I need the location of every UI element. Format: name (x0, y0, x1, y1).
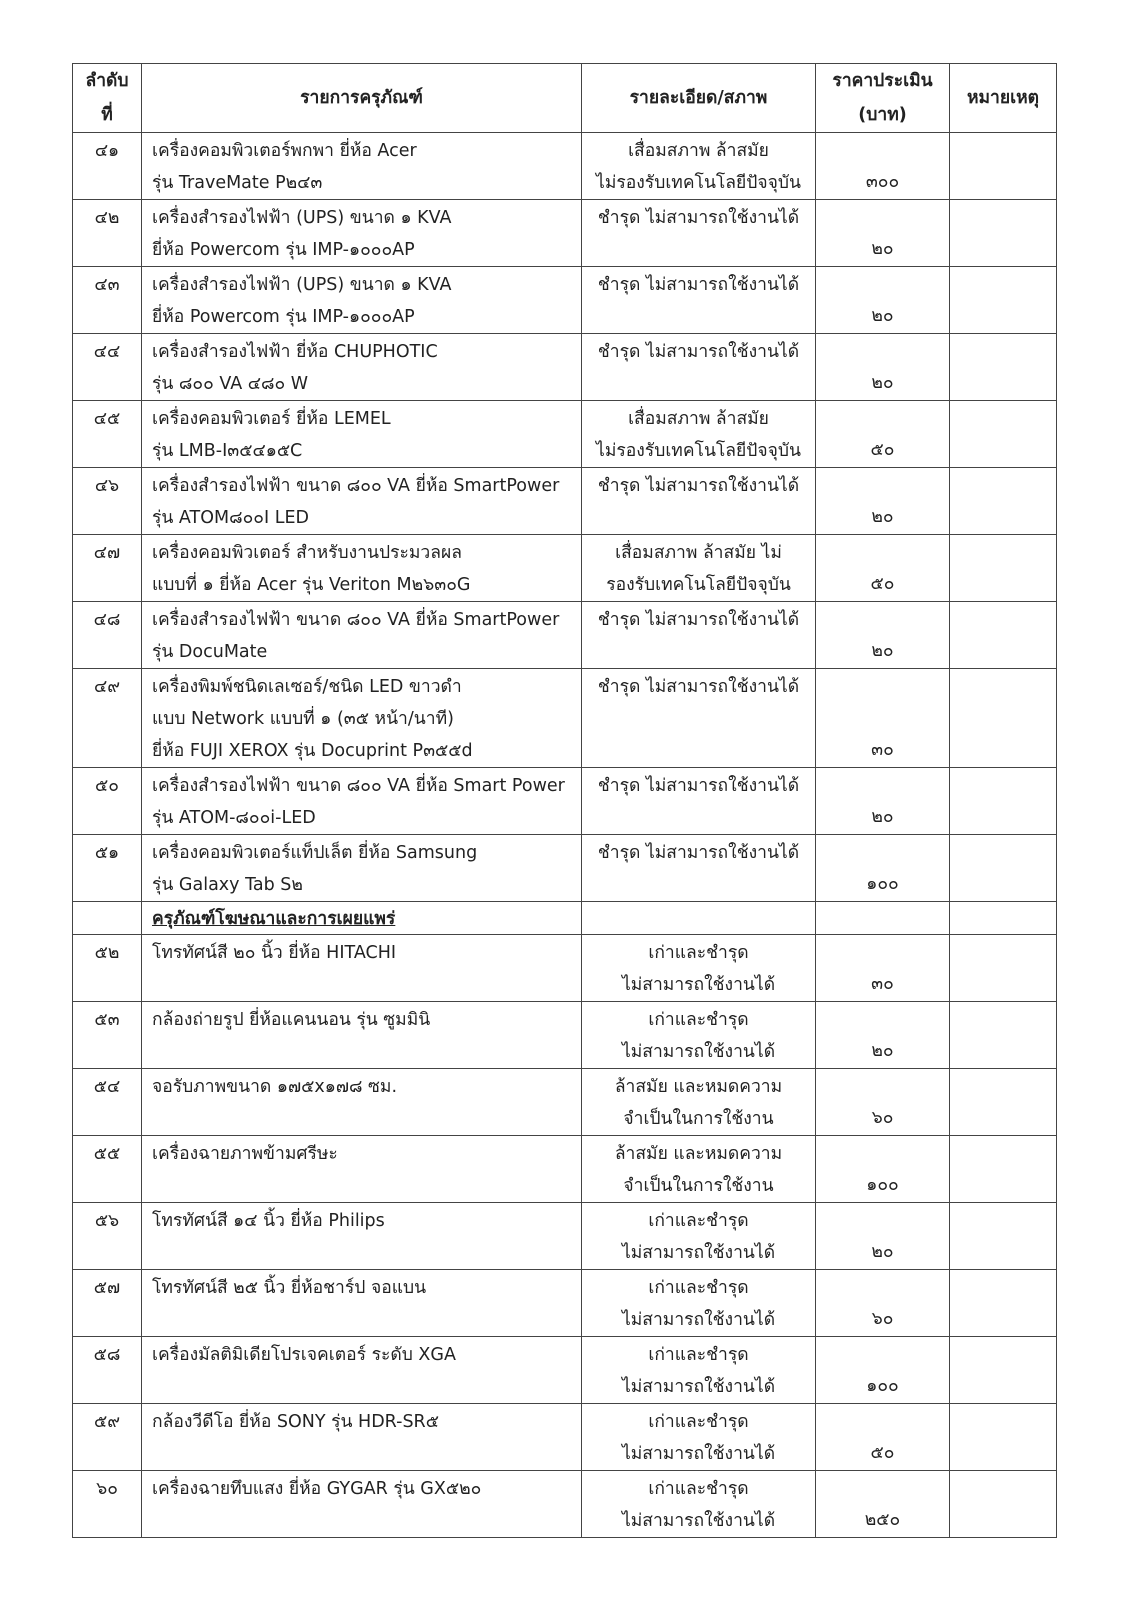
row-number: ๔๓ (73, 267, 142, 334)
condition-line: จำเป็นในการใช้งาน (623, 1176, 774, 1196)
remark-cell (950, 334, 1057, 401)
table-row (73, 1136, 1057, 1203)
header-remark: หมายเหตุ (950, 64, 1057, 133)
row-number: ๕๑ (73, 835, 142, 902)
condition-line: ชำรุด ไม่สามารถใช้งานได้ (597, 275, 800, 295)
condition-line: จำเป็นในการใช้งาน (623, 1109, 774, 1129)
item-line: เครื่องคอมพิวเตอร์ สำหรับงานประมวลผล (152, 543, 462, 563)
row-number: ๔๙ (73, 669, 142, 768)
condition-line: เก่าและชำรุด (648, 1211, 749, 1231)
row-number: ๕๒ (73, 935, 142, 1002)
item-line: ยี่ห้อ Powercom รุ่น IMP-๑๐๐๐AP (152, 240, 415, 260)
remark-cell (950, 935, 1057, 1002)
item-condition (582, 1404, 816, 1471)
estimated-price: ๓๐ (816, 669, 950, 768)
item-description (142, 1404, 582, 1471)
item-condition (582, 935, 816, 1002)
item-line: โทรทัศน์สี ๑๔ นิ้ว ยี่ห้อ Philips (152, 1211, 385, 1231)
table-body-media (73, 935, 1057, 1538)
estimated-price: ๕๐ (816, 401, 950, 468)
row-number: ๔๕ (73, 401, 142, 468)
item-line: แบบที่ ๑ ยี่ห้อ Acer รุ่น Veriton M๒๖๓๐G (152, 575, 471, 595)
item-description (142, 768, 582, 835)
item-condition (582, 535, 816, 602)
item-line: เครื่องสำรองไฟฟ้า (UPS) ขนาด ๑ KVA (152, 208, 452, 228)
item-description (142, 1002, 582, 1069)
section-title-cell (142, 902, 582, 935)
item-line: เครื่องมัลติมิเดียโปรเจคเตอร์ ระดับ XGA (152, 1345, 456, 1365)
row-number: ๕๐ (73, 768, 142, 835)
row-number: ๕๔ (73, 1069, 142, 1136)
condition-line: ไม่รองรับเทคโนโลยีปัจจุบัน (596, 173, 801, 193)
item-line: โทรทัศน์สี ๒๕ นิ้ว ยี่ห้อชาร์ป จอแบน (152, 1278, 427, 1298)
remark-cell (950, 1069, 1057, 1136)
item-description (142, 669, 582, 768)
condition-line: ล้าสมัย และหมดความ (614, 1077, 783, 1097)
asset-table-page (72, 63, 1056, 1538)
table-row (73, 1337, 1057, 1404)
estimated-price: ๒๐ (816, 1002, 950, 1069)
estimated-price: ๒๐ (816, 1203, 950, 1270)
remark-cell (950, 468, 1057, 535)
estimated-price: ๒๐ (816, 602, 950, 669)
condition-line: ไม่สามารถใช้งานได้ (621, 1310, 776, 1330)
table-row (73, 401, 1057, 468)
condition-line: ไม่สามารถใช้งานได้ (621, 1444, 776, 1464)
condition-line: เสื่อมสภาพ ล้าสมัย (628, 409, 769, 429)
section-header-row (73, 902, 1057, 935)
section-detail-cell (582, 902, 816, 935)
condition-line: ชำรุด ไม่สามารถใช้งานได้ (597, 208, 800, 228)
estimated-price: ๓๐ (816, 935, 950, 1002)
item-description (142, 535, 582, 602)
item-description (142, 1471, 582, 1538)
table-row (73, 935, 1057, 1002)
row-number: ๔๔ (73, 334, 142, 401)
estimated-price: ๖๐ (816, 1270, 950, 1337)
condition-line: เสื่อมสภาพ ล้าสมัย ไม่ (615, 543, 782, 563)
condition-line: ไม่สามารถใช้งานได้ (621, 975, 776, 995)
estimated-price: ๒๐ (816, 200, 950, 267)
table-row (73, 468, 1057, 535)
item-line: โทรทัศน์สี ๒๐ นิ้ว ยี่ห้อ HITACHI (152, 943, 397, 963)
estimated-price: ๒๐ (816, 468, 950, 535)
item-line: รุ่น ATOM๘๐๐I LED (152, 508, 309, 528)
item-condition (582, 200, 816, 267)
item-condition (582, 669, 816, 768)
estimated-price: ๓๐๐ (816, 133, 950, 200)
section-price-cell (816, 902, 950, 935)
row-number: ๔๗ (73, 535, 142, 602)
condition-line: ชำรุด ไม่สามารถใช้งานได้ (597, 776, 800, 796)
item-line: เครื่องฉายทึบแสง ยี่ห้อ GYGAR รุ่น GX๕๒๐ (152, 1479, 482, 1499)
table-row (73, 1270, 1057, 1337)
condition-line: ไม่สามารถใช้งานได้ (621, 1377, 776, 1397)
table-row (73, 1069, 1057, 1136)
condition-line: เสื่อมสภาพ ล้าสมัย (628, 141, 769, 161)
item-line: เครื่องสำรองไฟฟ้า ขนาด ๘๐๐ VA ยี่ห้อ Smart Power (152, 776, 565, 796)
item-line: กล้องวีดีโอ ยี่ห้อ SONY รุ่น HDR-SR๕ (152, 1412, 439, 1432)
estimated-price: ๕๐ (816, 1404, 950, 1471)
table-row (73, 200, 1057, 267)
row-number: ๔๑ (73, 133, 142, 200)
item-line: แบบ Network แบบที่ ๑ (๓๕ หน้า/นาที) (152, 709, 454, 729)
condition-line: เก่าและชำรุด (648, 1412, 749, 1432)
row-number: ๔๒ (73, 200, 142, 267)
item-line: เครื่องฉายภาพข้ามศรีษะ (152, 1144, 338, 1164)
item-condition (582, 1203, 816, 1270)
item-condition (582, 1136, 816, 1203)
condition-line: เก่าและชำรุด (648, 1345, 749, 1365)
estimated-price: ๒๐ (816, 267, 950, 334)
remark-cell (950, 133, 1057, 200)
condition-line: เก่าและชำรุด (648, 943, 749, 963)
item-condition (582, 1337, 816, 1404)
item-line: เครื่องสำรองไฟฟ้า ขนาด ๘๐๐ VA ยี่ห้อ SmartPower (152, 610, 560, 630)
section-remark-cell (950, 902, 1057, 935)
item-condition (582, 401, 816, 468)
condition-line: ไม่สามารถใช้งานได้ (621, 1042, 776, 1062)
condition-line: ชำรุด ไม่สามารถใช้งานได้ (597, 677, 800, 697)
section-title: ครุภัณฑ์โฆษณาและการเผยแพร่ (152, 909, 396, 929)
item-description (142, 267, 582, 334)
estimated-price: ๑๐๐ (816, 1337, 950, 1404)
row-number: ๕๗ (73, 1270, 142, 1337)
item-line: จอรับภาพขนาด ๑๗๕x๑๗๘ ซม. (152, 1077, 398, 1097)
item-line: รุ่น LMB-I๓๕๔๑๕C (152, 441, 303, 461)
row-number: ๔๘ (73, 602, 142, 669)
item-condition (582, 1002, 816, 1069)
row-number: ๖๐ (73, 1471, 142, 1538)
row-number: ๔๖ (73, 468, 142, 535)
table-row (73, 1471, 1057, 1538)
condition-line: เก่าและชำรุด (648, 1010, 749, 1030)
item-line: เครื่องพิมพ์ชนิดเลเซอร์/ชนิด LED ขาวดำ (152, 677, 462, 697)
remark-cell (950, 535, 1057, 602)
item-line: เครื่องคอมพิวเตอร์ ยี่ห้อ LEMEL (152, 409, 391, 429)
item-description (142, 1337, 582, 1404)
item-condition (582, 334, 816, 401)
condition-line: ไม่สามารถใช้งานได้ (621, 1511, 776, 1531)
remark-cell (950, 768, 1057, 835)
remark-cell (950, 1203, 1057, 1270)
estimated-price: ๖๐ (816, 1069, 950, 1136)
remark-cell (950, 1270, 1057, 1337)
remark-cell (950, 1404, 1057, 1471)
item-condition (582, 267, 816, 334)
item-description (142, 468, 582, 535)
table-row (73, 267, 1057, 334)
item-line: รุ่น TraveMate P๒๔๓ (152, 173, 323, 193)
table-row (73, 1002, 1057, 1069)
item-condition (582, 468, 816, 535)
remark-cell (950, 669, 1057, 768)
condition-line: ไม่รองรับเทคโนโลยีปัจจุบัน (596, 441, 801, 461)
item-description (142, 1069, 582, 1136)
item-line: รุ่น ATOM-๘๐๐i-LED (152, 808, 316, 828)
remark-cell (950, 200, 1057, 267)
condition-line: เก่าและชำรุด (648, 1479, 749, 1499)
table-row (73, 669, 1057, 768)
item-description (142, 401, 582, 468)
remark-cell (950, 835, 1057, 902)
row-number: ๕๕ (73, 1136, 142, 1203)
item-condition (582, 602, 816, 669)
table-row (73, 334, 1057, 401)
row-number: ๕๓ (73, 1002, 142, 1069)
remark-cell (950, 1136, 1057, 1203)
condition-line: ชำรุด ไม่สามารถใช้งานได้ (597, 610, 800, 630)
condition-line: ชำรุด ไม่สามารถใช้งานได้ (597, 843, 800, 863)
condition-line: ชำรุด ไม่สามารถใช้งานได้ (597, 342, 800, 362)
item-description (142, 1136, 582, 1203)
table-row (73, 1203, 1057, 1270)
table-row (73, 768, 1057, 835)
item-description (142, 602, 582, 669)
item-condition (582, 768, 816, 835)
header-price: ราคาประเมิน (บาท) (816, 64, 950, 133)
item-line: เครื่องสำรองไฟฟ้า ขนาด ๘๐๐ VA ยี่ห้อ SmartPower (152, 476, 560, 496)
row-number: ๕๘ (73, 1337, 142, 1404)
item-description (142, 1270, 582, 1337)
header-detail: รายละเอียด/สภาพ (582, 64, 816, 133)
remark-cell (950, 267, 1057, 334)
item-description (142, 835, 582, 902)
item-description (142, 935, 582, 1002)
header-no: ลำดับ ที่ (73, 64, 142, 133)
item-condition (582, 1069, 816, 1136)
estimated-price: ๒๕๐ (816, 1471, 950, 1538)
estimated-price: ๒๐ (816, 768, 950, 835)
remark-cell (950, 602, 1057, 669)
item-line: รุ่น Galaxy Tab S๒ (152, 875, 303, 895)
item-description (142, 1203, 582, 1270)
header-item: รายการครุภัณฑ์ (142, 64, 582, 133)
condition-line: เก่าและชำรุด (648, 1278, 749, 1298)
item-line: ยี่ห้อ FUJI XEROX รุ่น Docuprint P๓๕๕d (152, 741, 473, 761)
remark-cell (950, 1002, 1057, 1069)
remark-cell (950, 1471, 1057, 1538)
estimated-price: ๒๐ (816, 334, 950, 401)
condition-line: รองรับเทคโนโลยีปัจจุบัน (606, 575, 791, 595)
item-condition (582, 835, 816, 902)
item-line: เครื่องคอมพิวเตอร์แท็ปเล็ต ยี่ห้อ Samsung (152, 843, 478, 863)
item-line: เครื่องสำรองไฟฟ้า (UPS) ขนาด ๑ KVA (152, 275, 452, 295)
table-row (73, 535, 1057, 602)
item-line: เครื่องสำรองไฟฟ้า ยี่ห้อ CHUPHOTIC (152, 342, 438, 362)
row-number: ๕๖ (73, 1203, 142, 1270)
table-row (73, 133, 1057, 200)
remark-cell (950, 1337, 1057, 1404)
estimated-price: ๑๐๐ (816, 1136, 950, 1203)
item-condition (582, 1471, 816, 1538)
table-body-computers (73, 133, 1057, 902)
item-condition (582, 133, 816, 200)
item-line: ยี่ห้อ Powercom รุ่น IMP-๑๐๐๐AP (152, 307, 415, 327)
table-row (73, 1404, 1057, 1471)
asset-disposal-table (72, 63, 1057, 1538)
item-line: กล้องถ่ายรูป ยี่ห้อแคนนอน รุ่น ซูมมินิ (152, 1010, 431, 1030)
item-description (142, 133, 582, 200)
condition-line: ชำรุด ไม่สามารถใช้งานได้ (597, 476, 800, 496)
section-no-cell (73, 902, 142, 935)
estimated-price: ๑๐๐ (816, 835, 950, 902)
item-line: รุ่น ๘๐๐ VA ๔๘๐ W (152, 374, 309, 394)
condition-line: ล้าสมัย และหมดความ (614, 1144, 783, 1164)
section-row-group (73, 902, 1057, 935)
table-row (73, 602, 1057, 669)
estimated-price: ๕๐ (816, 535, 950, 602)
row-number: ๕๙ (73, 1404, 142, 1471)
table-header-row (73, 64, 1057, 133)
item-condition (582, 1270, 816, 1337)
item-description (142, 334, 582, 401)
condition-line: ไม่สามารถใช้งานได้ (621, 1243, 776, 1263)
item-line: เครื่องคอมพิวเตอร์พกพา ยี่ห้อ Acer (152, 141, 417, 161)
table-row (73, 835, 1057, 902)
item-line: รุ่น DocuMate (152, 642, 268, 662)
remark-cell (950, 401, 1057, 468)
item-description (142, 200, 582, 267)
